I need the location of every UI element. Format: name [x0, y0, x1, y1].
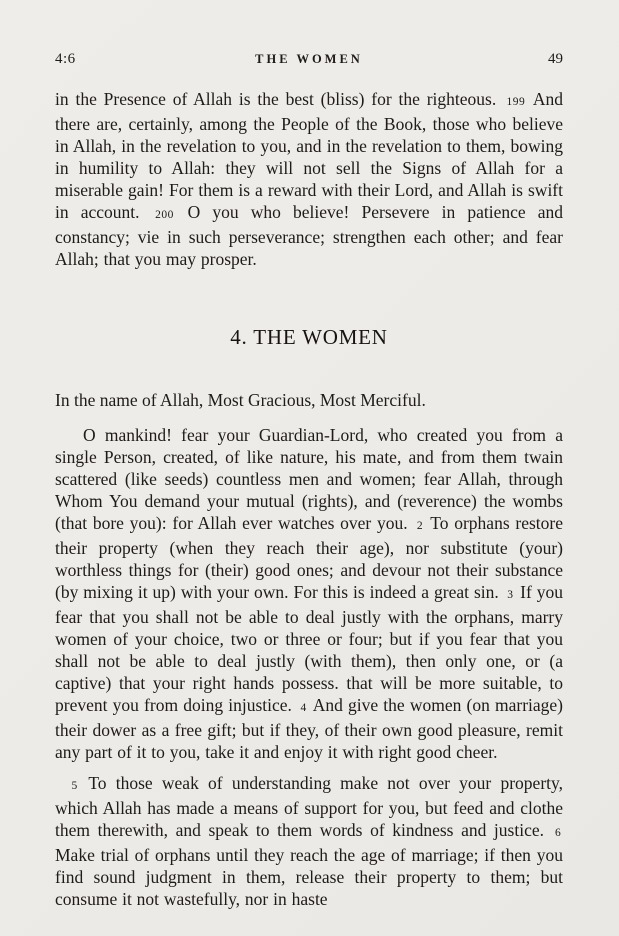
page-header — [55, 50, 563, 68]
verse-text: O you who believe! Persevere in patience and constancy; vie in such perseverance; strengthen each other; and fear Allah; that you may prosper. — [55, 202, 564, 269]
verse-text: To those weak of understanding make not over your property, which Allah has made a means of support for you, but feed and clothe them therewith, and speak to them words of kindness and justice. — [55, 773, 563, 840]
verse-number-5: 5 — [71, 780, 78, 792]
page-number: 49 — [548, 51, 563, 67]
bismillah-line: In the name of Allah, Most Gracious, Most Merciful. — [55, 390, 426, 410]
paragraph-verses-5-6 — [55, 772, 563, 910]
verse-text: To orphans restore their property (when they reach their age), nor substitute (your) worthless things for (their) good ones; and devour not their substance (by mixing it up) with your own. For this is indeed a great sin. — [55, 513, 563, 602]
verse-number-6: 6 — [555, 827, 562, 839]
verse-number-200: 200 — [155, 209, 174, 221]
chapter-title: 4. THE WOMEN — [230, 325, 388, 349]
running-title: THE WOMEN — [255, 52, 363, 66]
verse-number-199: 199 — [506, 96, 526, 108]
chapter-verse-ref: 4:6 — [55, 51, 76, 67]
verse-number-4: 4 — [300, 702, 307, 714]
verse-text: And there are, certainly, among the People of the Book, those who believe in Allah, in the revelation to you, and in the revelation to them, bowing in humility to Allah: they will not sell the Signs of Allah for a miserable gain! For them is a reward with their Lord, and Allah is swift in account. — [55, 89, 563, 222]
paragraph-verses-1-4 — [55, 424, 563, 763]
verse-text: If you fear that you shall not be able to deal justly with the orphans, marry women of your choice, two or three or four; but if you fear that you shall not be able to deal justly (with them), then only one, or (a captive) that your right hands possess. that will be more suitable, to prevent you from doing injustice. — [55, 582, 564, 715]
verse-text: Make trial of orphans until they reach the age of marriage; if then you find sound judgment in them, release their property to them; but consume it not wastefully, nor in haste — [55, 845, 563, 909]
verse-text: And give the women (on marriage) their dower as a free gift; but if they, of their own good pleasure, remit any part of it to you, take it and enjoy it with right good cheer. — [55, 695, 563, 762]
continuation-paragraph — [55, 88, 563, 270]
verse-text: O mankind! fear your Guardian-Lord, who created you from a single Person, created, of like nature, his mate, and from them twain scattered (like seeds) countless men and women; fear Allah, through Whom You demand your mutual (rights), and (reverence) the wombs (that bore you): for Allah ever watches over you. — [55, 425, 563, 533]
verse-text: in the Presence of Allah is the best (bliss) for the righteous. — [55, 89, 497, 109]
verse-number-2: 2 — [416, 520, 424, 532]
verse-number-3: 3 — [507, 589, 514, 601]
